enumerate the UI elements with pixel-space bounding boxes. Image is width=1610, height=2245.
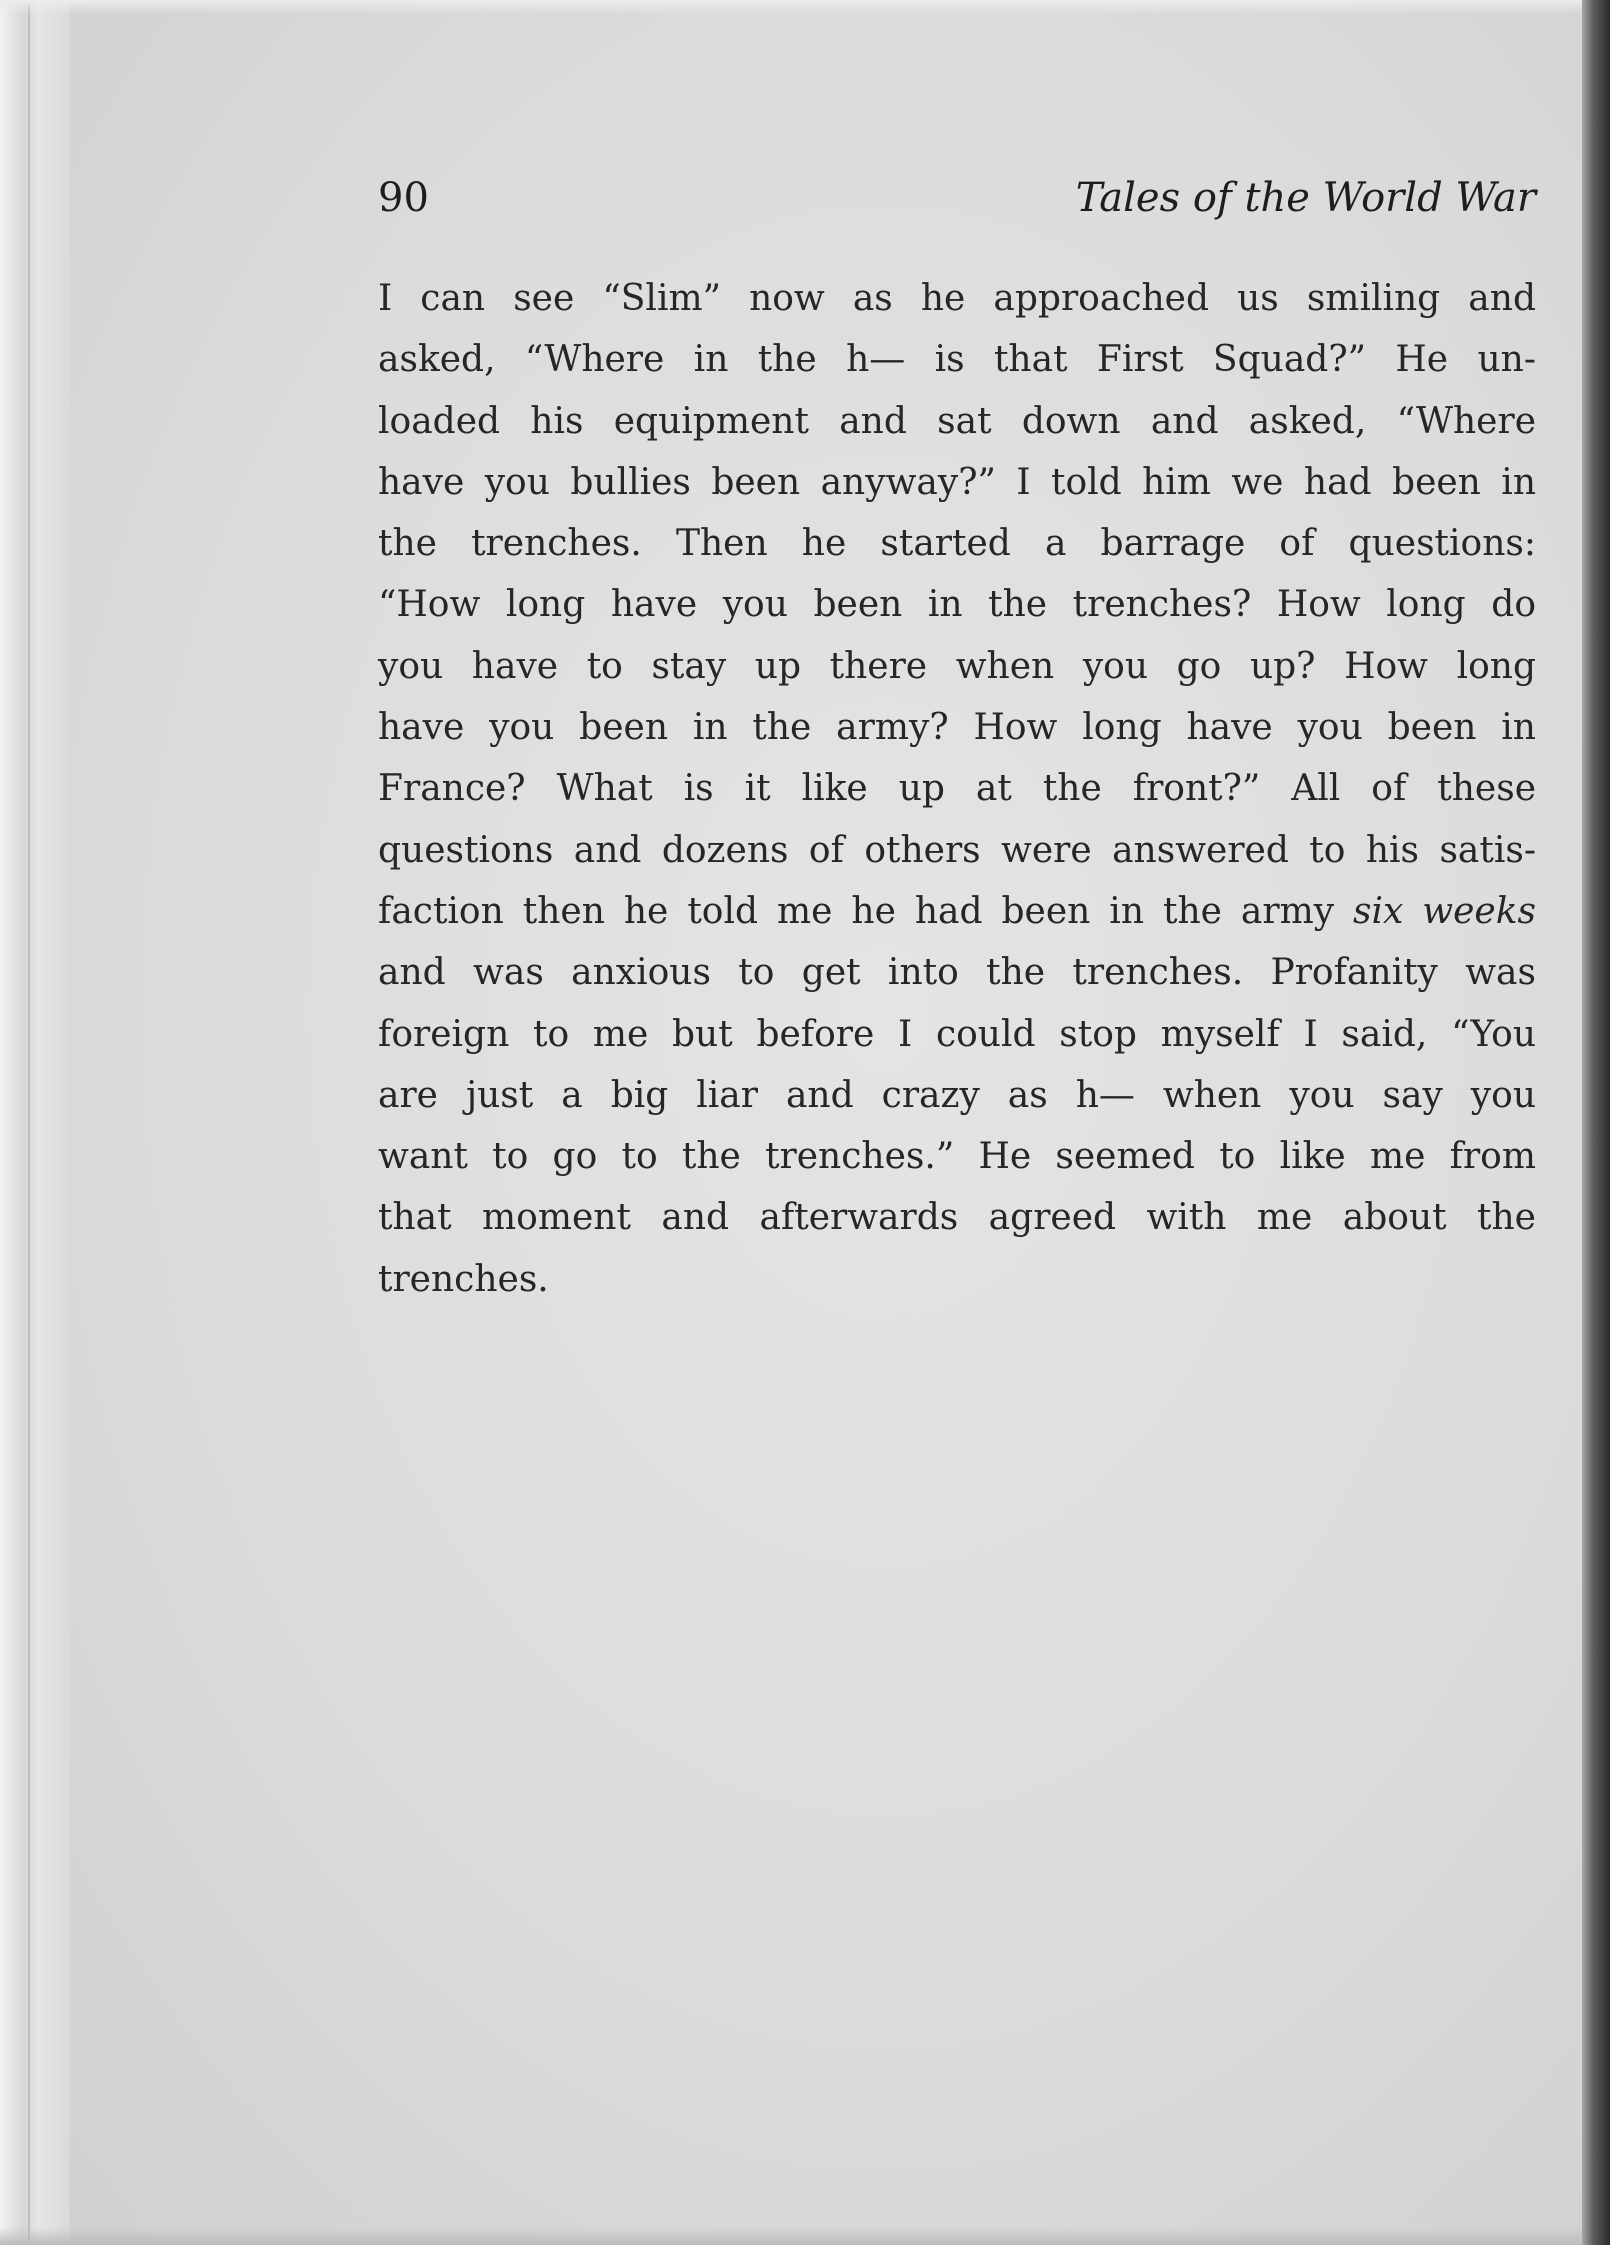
page-bottom-shade	[0, 2227, 1610, 2245]
italic-phrase: six weeks	[1353, 890, 1536, 932]
page-header	[378, 168, 1536, 228]
text-segment: faction then he told me he had been in the army	[378, 890, 1335, 932]
page-top-shade	[0, 0, 1610, 14]
text-line: want to go to the trenches.” He seemed to like me from	[378, 1136, 1536, 1178]
text-line: “How long have you been in the trenches? How long do	[378, 584, 1536, 626]
text-line: are just a big liar and crazy as h— when you say you	[378, 1074, 1536, 1116]
text-line: I can see “Slim” now as he approached us smiling and	[378, 278, 1536, 319]
page-edge-line	[28, 0, 30, 2245]
text-line: foreign to me but before I could stop myself I said, “You	[378, 1013, 1536, 1055]
text-line: questions and dozens of others were answered to his satis-	[378, 829, 1536, 871]
body-paragraph	[378, 268, 1536, 1310]
page-number: 90	[378, 175, 429, 221]
text-line: have you bullies been anyway?” I told him we had been in	[378, 461, 1536, 503]
book-spine-shadow	[1582, 0, 1610, 2245]
text-line: loaded his equipment and sat down and asked, “Where	[378, 400, 1536, 442]
text-line: asked, “Where in the h— is that First Squad?” He un-	[378, 339, 1536, 381]
text-line-last: trenches.	[378, 1258, 549, 1300]
text-line: France? What is it like up at the front?” All of these	[378, 768, 1536, 810]
text-line: and was anxious to get into the trenches. Profanity was	[378, 952, 1536, 994]
text-line: you have to stay up there when you go up? How long	[378, 645, 1536, 687]
page-left-edge	[0, 0, 70, 2245]
text-line: the trenches. Then he started a barrage of questions:	[378, 523, 1536, 565]
text-line-with-italic	[378, 881, 1536, 942]
running-title: Tales of the World War	[1075, 175, 1536, 221]
text-line: that moment and afterwards agreed with me about the	[378, 1197, 1536, 1239]
text-line: have you been in the army? How long have you been in	[378, 707, 1536, 749]
